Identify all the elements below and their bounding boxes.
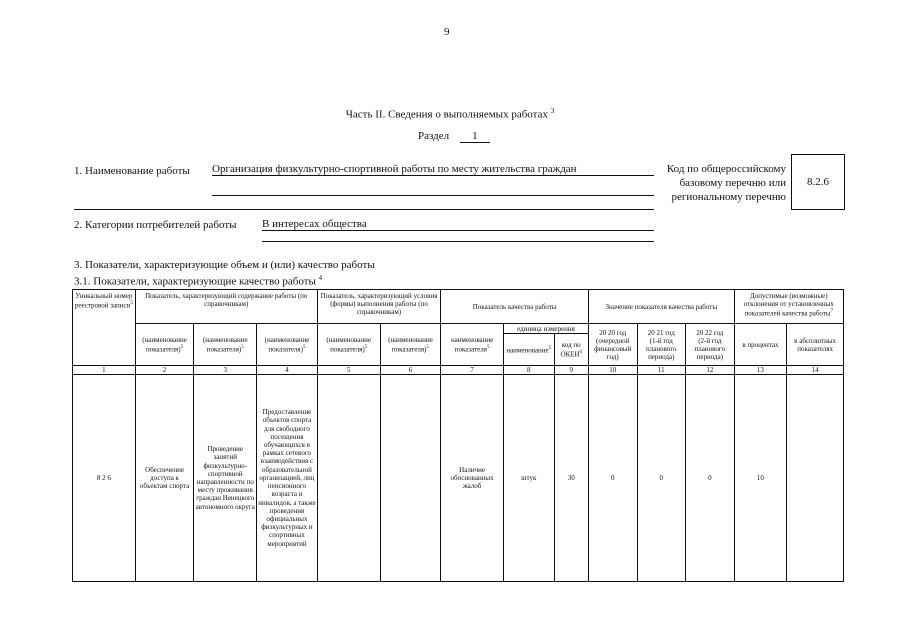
year-3-label: год [713, 328, 724, 337]
part-title-text: Часть II. Сведения о выполняемых работах [345, 108, 548, 121]
col-number: 9 [554, 366, 588, 375]
unit-name-header-note: 5 [548, 345, 552, 351]
content-indicator-group: Показатель, характеризующий содержание работы (по справочникам) [135, 290, 317, 324]
column-numbers-row [73, 366, 844, 375]
quality-heading-text: 3.1. Показатели, характеризующие качество работы [74, 275, 316, 288]
year-3-desc: (2-й год планового периода) [694, 336, 726, 361]
col-number: 11 [637, 366, 686, 375]
quality-heading-footnote: 4 [318, 274, 323, 282]
content-value-1-cell: Обеспечение доступа к объектам спорта [135, 375, 194, 582]
unit-group: единица измерения [503, 324, 588, 334]
registry-number-cell: 8 2 6 [73, 375, 136, 582]
section-number: 1 [460, 130, 490, 143]
basic-list-code-label [650, 162, 786, 204]
content-indicator-1 [135, 324, 194, 366]
col-number: 13 [734, 366, 787, 375]
year-1-value-cell: 0 [588, 375, 637, 582]
col-number: 3 [194, 366, 257, 375]
consumers-underline [262, 241, 654, 242]
col-number: 6 [380, 366, 441, 375]
year-3-header [686, 324, 735, 366]
year-2-header [637, 324, 686, 366]
quality-indicator-name-note: 5 [486, 344, 490, 350]
year-1-year: 20 20 [599, 328, 615, 337]
okei-header-text: код по ОКЕИ [560, 340, 581, 359]
year-2-label: год [665, 328, 675, 337]
work-name-underline [212, 195, 654, 196]
reg-number-header-note: 5 [130, 301, 133, 306]
col-number: 4 [257, 366, 318, 375]
content-indicator-2 [194, 324, 257, 366]
deviation-group [734, 290, 843, 324]
conditions-indicator-2-text: (наименование показателя) [388, 335, 433, 354]
code-label-line-1: Код по общероссийскому [666, 163, 786, 175]
col-number: 5 [317, 366, 380, 375]
deviation-absolute-header: в абсолютных показателях [787, 324, 844, 366]
work-name-label: 1. Наименование работы [74, 165, 190, 177]
content-indicator-3-text: (наименование показателя) [264, 335, 310, 354]
year-1-title [590, 329, 636, 337]
year-3-title [687, 329, 733, 337]
year-2-desc: (1-й год планового периода) [646, 336, 677, 361]
content-value-3-cell: Предоставление объектов спорта для свободного посещения обучающихся в рамках сетевого взаимодействия с образовательной организацией, лиц пенсионного возраста и инвалидов, а также проведения официальных физкультурных и спортивных мероприятий [257, 375, 318, 582]
quality-heading [74, 274, 322, 288]
deviation-group-note: 7 [830, 309, 834, 314]
deviation-percent-cell: 10 [734, 375, 787, 582]
col-number: 1 [73, 366, 136, 375]
okei-header-note: 6 [579, 349, 583, 355]
col-number: 8 [503, 366, 554, 375]
col-number: 12 [686, 366, 735, 375]
unit-name-header [503, 334, 554, 366]
col-number: 14 [787, 366, 844, 375]
conditions-indicator-1 [317, 324, 380, 366]
year-1-label: год [616, 328, 627, 337]
content-indicator-1-note: 5 [180, 344, 184, 350]
work-name-underline-2 [74, 209, 654, 210]
deviation-percent-header: в процентах [734, 324, 787, 366]
content-indicator-3-note: 5 [302, 344, 306, 350]
content-indicator-1-text: (наименование показателя) [142, 335, 187, 354]
consumers-label: 2. Категории потребителей работы [74, 219, 237, 231]
conditions-indicator-2 [380, 324, 441, 366]
okei-header [554, 334, 588, 366]
col-number: 7 [441, 366, 504, 375]
content-indicator-3 [257, 324, 318, 366]
conditions-indicator-1-note: 5 [364, 344, 368, 350]
conditions-indicator-group: Показатель, характеризующий условия (формы) выполнения работы (по справочникам) [317, 290, 440, 324]
consumers-value: В интересах общества [262, 218, 654, 231]
year-2-value-cell: 0 [637, 375, 686, 582]
col-number: 10 [588, 366, 637, 375]
part-title [300, 107, 600, 121]
conditions-value-1-cell [317, 375, 380, 582]
unit-name-cell: штук [503, 375, 554, 582]
conditions-indicator-1-text: (наименование показателя) [326, 335, 371, 354]
work-name-value: Организация физкультурно-спортивной работы по месту жительства граждан [212, 163, 654, 176]
year-3-year: 20 22 [696, 328, 713, 337]
section-label: Раздел [418, 130, 450, 142]
quality-indicator-name [441, 324, 504, 366]
code-label-line-2: базовому перечню или [679, 177, 786, 189]
col-number: 2 [135, 366, 194, 375]
year-1-desc: (очередной финансовый год) [594, 336, 632, 361]
page-number: 9 [444, 26, 450, 38]
table-row [73, 375, 844, 582]
code-label-line-3: региональному перечню [671, 191, 786, 203]
reg-number-header-text: Уникальный номер реестровой записи [74, 292, 133, 310]
header-row-1 [73, 290, 844, 324]
conditions-indicator-2-note: 5 [426, 344, 429, 350]
basic-list-code-box [791, 154, 845, 210]
reg-number-header [73, 290, 136, 366]
content-value-2-cell: Проведение занятий физкультурно-спортивной направленности по месту проживания граждан Ненецкого автономного округа [194, 375, 257, 582]
part-title-footnote: 3 [550, 107, 555, 115]
unit-name-header-text: наименование [506, 346, 549, 355]
year-1-header [588, 324, 637, 366]
header-row-2 [73, 324, 844, 334]
indicators-heading: 3. Показатели, характеризующие объем и (или) качество работы [74, 259, 375, 271]
content-indicator-2-text: (наименование показателя) [202, 335, 248, 354]
year-2-title [639, 329, 685, 337]
okei-code-cell: 30 [554, 375, 588, 582]
quality-indicator-group: Показатель качества работы [441, 290, 589, 324]
quality-indicator-name-text: наименование показателя [450, 335, 494, 354]
deviation-group-text: Допустимые (возможные) отклонения от установленных показателей качества работы [743, 292, 834, 318]
content-indicator-2-note: 5 [241, 344, 244, 350]
year-2-year: 20 21 [647, 328, 664, 337]
quality-value-group: Значение показателя качества работы [588, 290, 734, 324]
year-3-value-cell: 0 [686, 375, 735, 582]
quality-indicator-cell: Наличие обоснованных жалоб [441, 375, 504, 582]
quality-indicators-table [72, 289, 844, 582]
deviation-absolute-cell [787, 375, 844, 582]
section-line [418, 130, 490, 143]
basic-list-code-value: 8.2.6 [807, 176, 829, 188]
conditions-value-2-cell [380, 375, 441, 582]
